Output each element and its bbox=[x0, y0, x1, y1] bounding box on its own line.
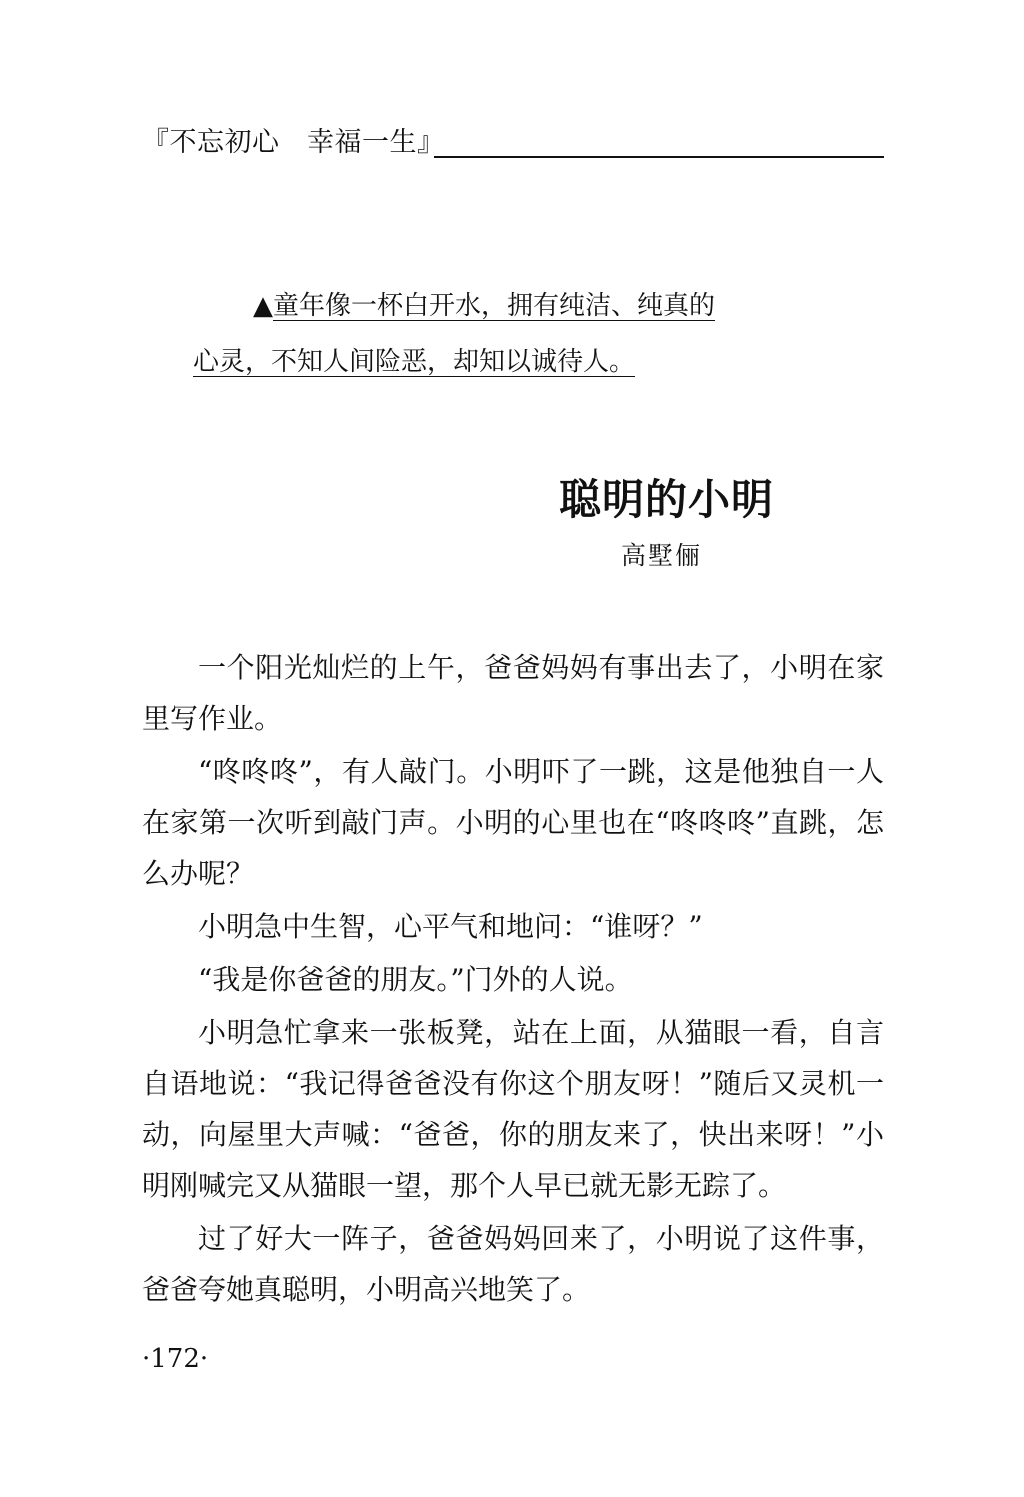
page-number: ·172· bbox=[142, 1344, 209, 1374]
running-header bbox=[142, 126, 884, 160]
header-rule bbox=[434, 156, 884, 158]
article-author: 高墅俪 bbox=[620, 541, 702, 570]
epigraph-text-2: 心灵，不知人间险恶，却知以诚待人。 bbox=[193, 347, 636, 377]
article-title: 聪明的小明 bbox=[558, 475, 774, 524]
paragraph: 小明急中生智，心平气和地问：“谁呀？” bbox=[198, 910, 703, 943]
running-title: 『不忘初心 幸福一生』 bbox=[142, 127, 445, 158]
paragraph: “我是你爸爸的朋友。”门外的人说。 bbox=[198, 963, 633, 996]
triangle-marker-icon: ▲ bbox=[253, 291, 273, 321]
paragraph: 小明急忙拿来一张板凳，站在上面，从猫眼一看，自言自语地说：“我记得爸爸没有你这个朋友呀！”随后又灵机一动，向屋里大声喊：“爸爸，你的朋友来了，快出来呀！”小明刚喊完又从猫眼一望，那个人早已就无影无踪了。 bbox=[142, 1016, 884, 1202]
epigraph-line-1 bbox=[193, 278, 793, 334]
paragraph: 过了好大一阵子，爸爸妈妈回来了，小明说了这件事，爸爸夸她真聪明，小明高兴地笑了。 bbox=[142, 1222, 884, 1306]
paragraph: 一个阳光灿烂的上午，爸爸妈妈有事出去了，小明在家里写作业。 bbox=[142, 651, 884, 735]
epigraph-text-1: 童年像一杯白开水，拥有纯洁、纯真的 bbox=[273, 291, 716, 321]
article-body bbox=[142, 642, 884, 1317]
epigraph bbox=[193, 278, 793, 390]
paragraph: “咚咚咚”，有人敲门。小明吓了一跳，这是他独自一人在家第一次听到敲门声。小明的心里也在“咚咚咚”直跳，怎么办呢？ bbox=[142, 755, 884, 890]
epigraph-line-2 bbox=[193, 334, 793, 390]
